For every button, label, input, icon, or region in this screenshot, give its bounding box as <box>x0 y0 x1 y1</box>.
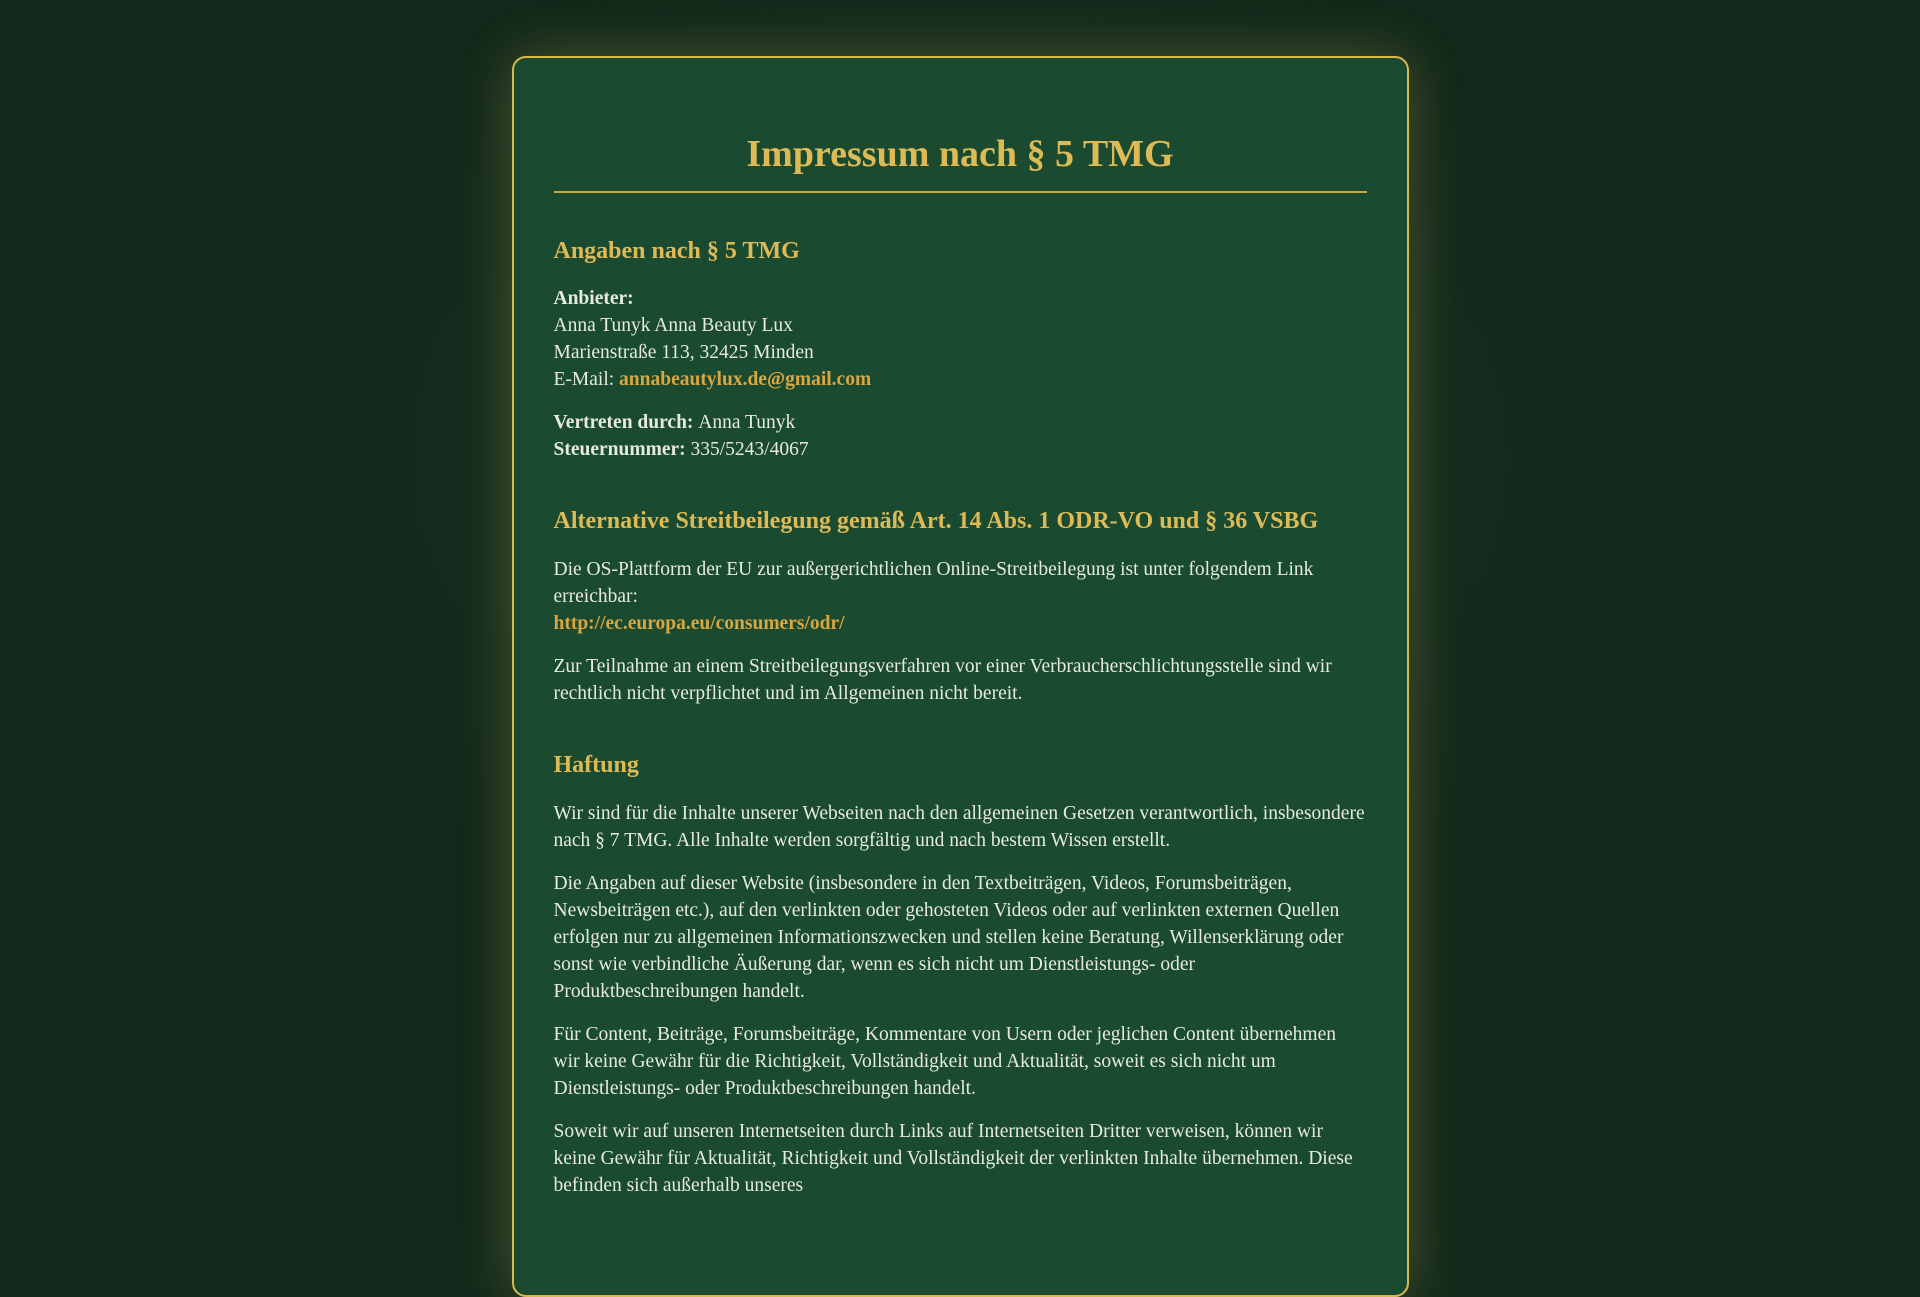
steuernummer-label: Steuernummer: <box>553 439 691 461</box>
vertreten-block <box>554 409 1367 463</box>
streitbeilegung-heading: Alternative Streitbeilegung gemäß Art. 14 Abs. 1 ODR-VO und § 36 VSBG <box>553 508 1319 535</box>
anbieter-block <box>554 285 1367 393</box>
section-haftung <box>554 751 1367 1199</box>
anbieter-label: Anbieter: <box>553 288 634 310</box>
page-title: Impressum nach § 5 TMG <box>746 133 1174 175</box>
vertreten-label: Vertreten durch: <box>553 412 699 434</box>
steuernummer-value: 335/5243/4067 <box>690 439 809 461</box>
vertreten-value: Anna Tunyk <box>698 412 796 434</box>
email-link[interactable]: annabeautylux.de@gmail.com <box>619 369 872 391</box>
section-angaben <box>554 237 1367 464</box>
impressum-card <box>512 56 1409 1297</box>
email-label: E-Mail: <box>553 369 620 391</box>
haftung-paragraph-4: Soweit wir auf unseren Internetseiten durch Links auf Internetseiten Dritter verweisen, können wir keine Gewähr für Aktualität, Richtigkeit und Vollständigkeit der verlinkten Inhalte übernehmen. Diese befinden sich außerhalb unseres <box>553 1120 1353 1196</box>
anbieter-name: Anna Tunyk Anna Beauty Lux <box>553 315 793 337</box>
haftung-paragraph-2: Die Angaben auf dieser Website (insbesondere in den Textbeiträgen, Videos, Forumsbeiträgen, Newsbeiträgen etc.), auf den verlinkten oder gehosteten Videos oder auf verlinkten externen Quellen erfolgen nur zu allgemeinen Informationszwecken und stellen keine Beratung, Willenserklärung oder sonst wie verbindliche Äußerung dar, wenn es sich nicht um Dienstleistungs- oder Produktbeschreibungen handelt. <box>553 872 1344 1002</box>
haftung-paragraph-3: Für Content, Beiträge, Forumsbeiträge, Kommentare von Usern oder jeglichen Content übernehmen wir keine Gewähr für die Richtigkeit, Vollständigkeit und Aktualität, soweit es sich nicht um Dienstleistungs- oder Produktbeschreibungen handelt. <box>553 1023 1337 1099</box>
angaben-heading: Angaben nach § 5 TMG <box>553 237 800 264</box>
streitbeilegung-paragraph: Zur Teilnahme an einem Streitbeilegungsverfahren vor einer Verbraucherschlichtungsstelle sind wir rechtlich nicht verpflichtet und im Allgemeinen nicht bereit. <box>553 656 1332 705</box>
section-streitbeilegung <box>554 507 1367 707</box>
anbieter-address: Marienstraße 113, 32425 Minden <box>553 342 814 364</box>
streitbeilegung-intro: Die OS-Plattform der EU zur außergerichtlichen Online-Streitbeilegung ist unter folgendem Link erreichbar: <box>553 559 1314 608</box>
streitbeilegung-intro-block <box>554 556 1367 637</box>
page-background <box>0 56 1920 1196</box>
title-divider <box>554 191 1367 193</box>
haftung-heading: Haftung <box>553 752 639 779</box>
haftung-paragraph-1: Wir sind für die Inhalte unserer Webseiten nach den allgemeinen Gesetzen verantwortlich, insbesondere nach § 7 TMG. Alle Inhalte werden sorgfältig und nach bestem Wissen erstellt. <box>553 802 1365 851</box>
odr-link[interactable]: http://ec.europa.eu/consumers/odr/ <box>553 613 845 635</box>
